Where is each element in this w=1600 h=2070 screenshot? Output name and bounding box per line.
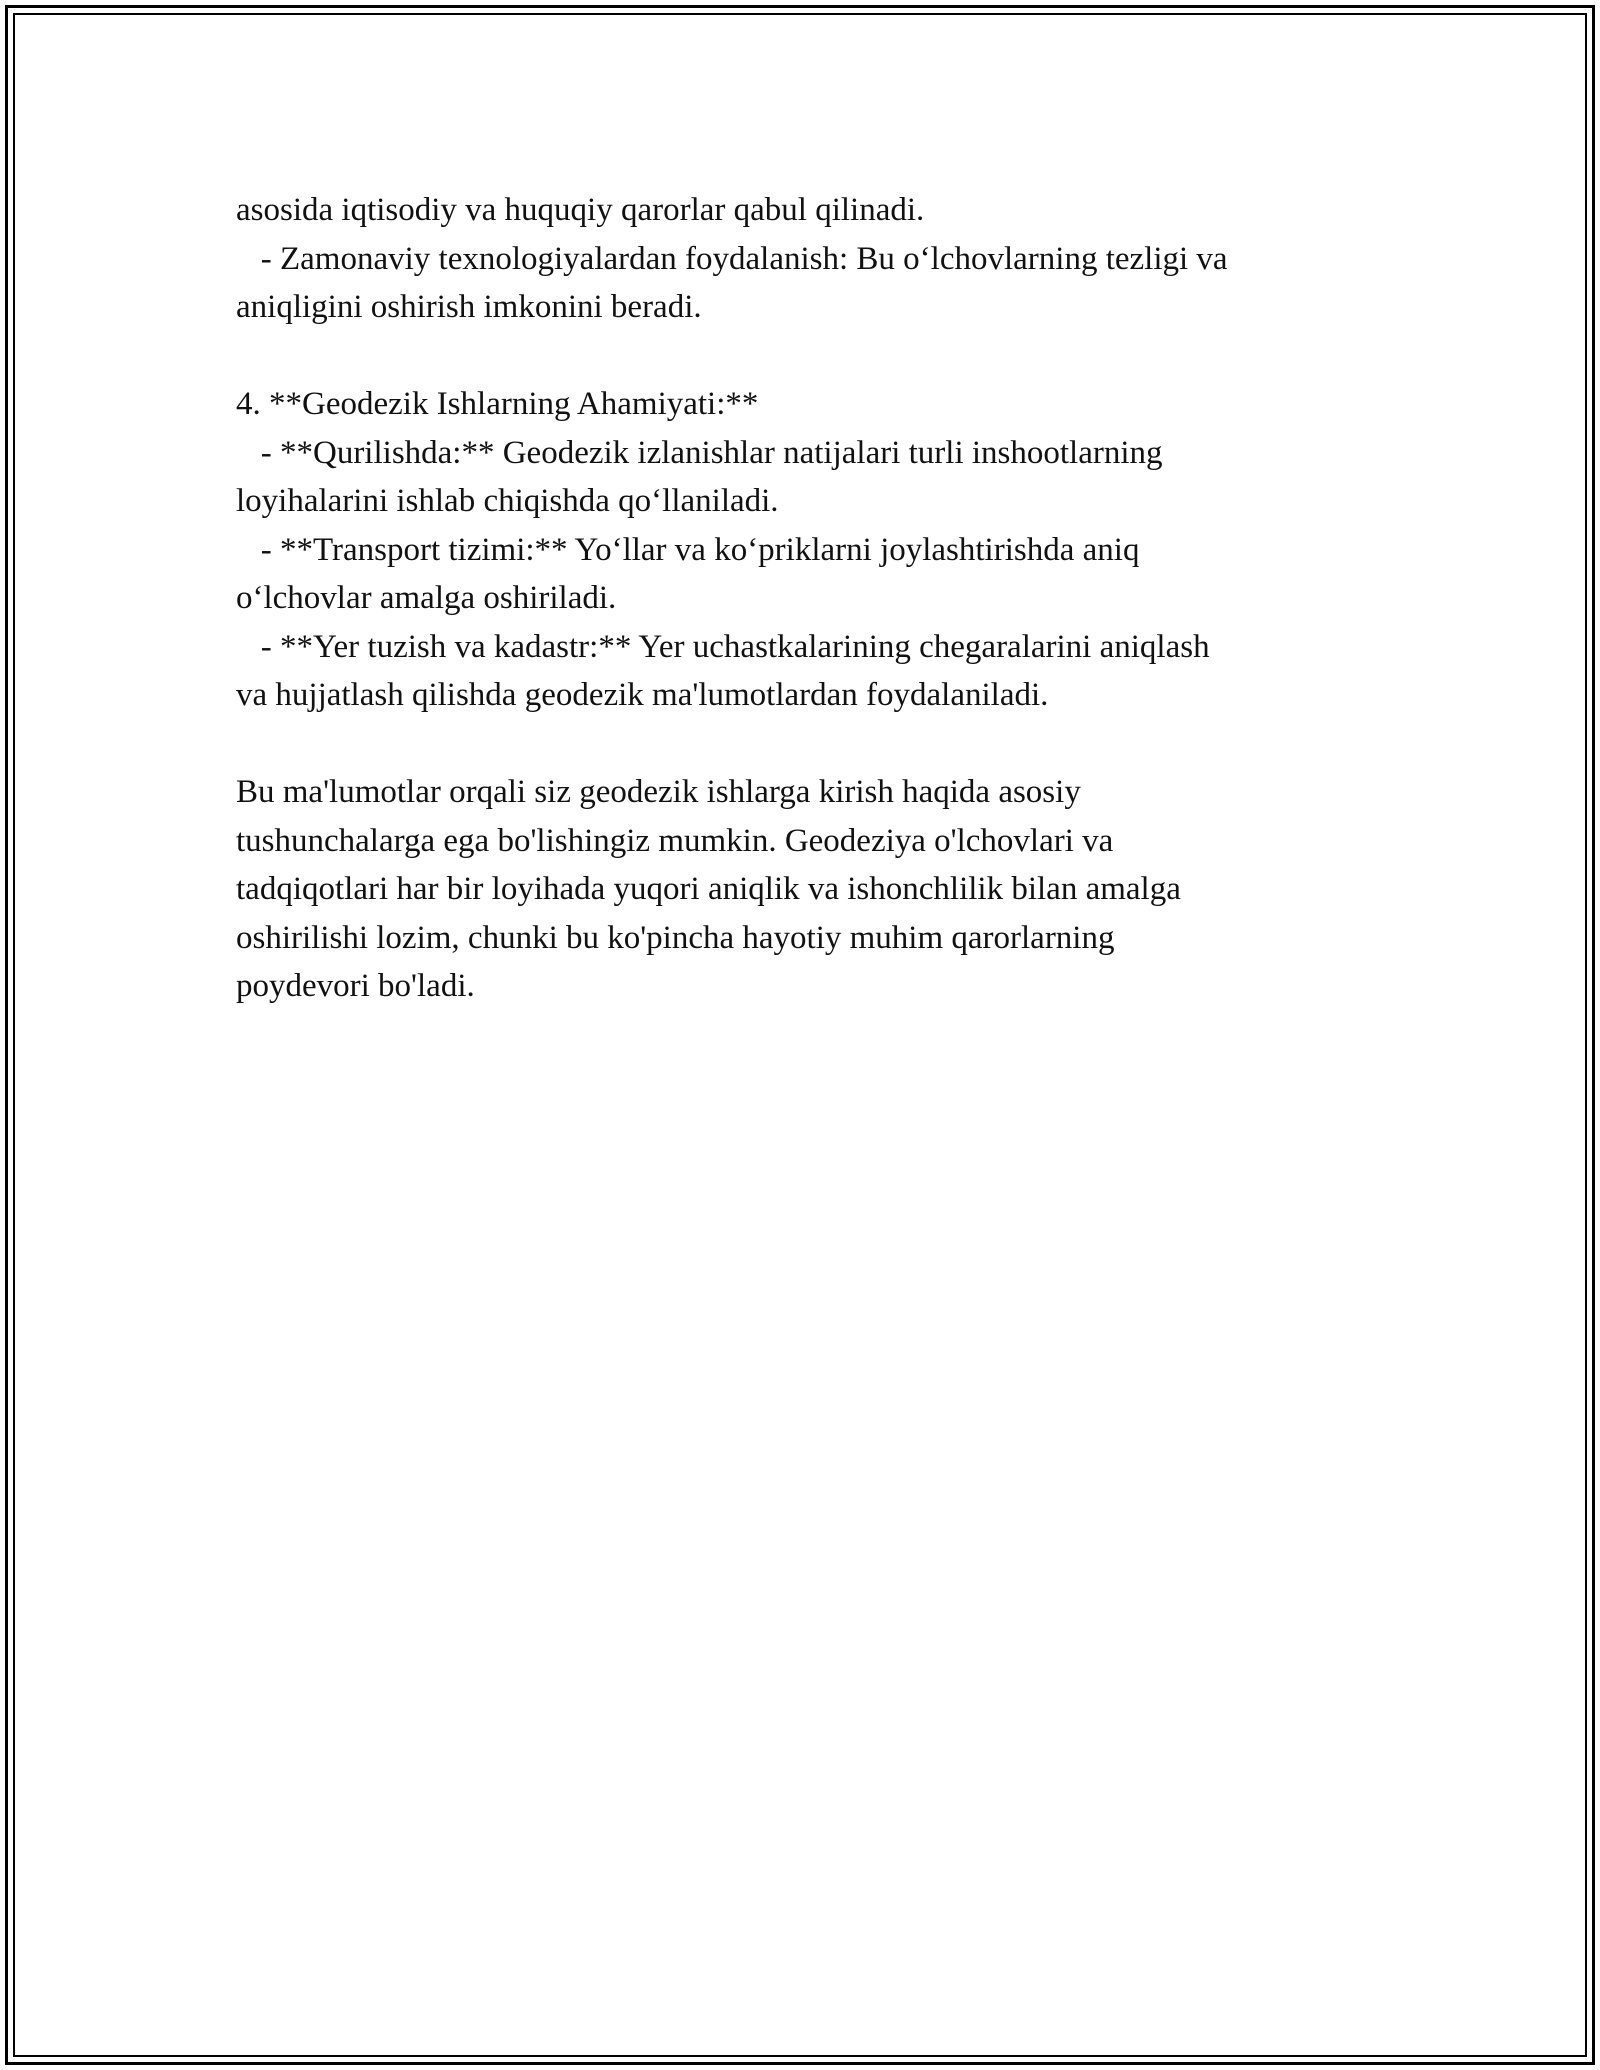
text-line: - **Qurilishda:** Geodezik izlanishlar natijalari turli inshootlarning — [236, 434, 1163, 471]
text-line: oshirilishi lozim, chunki bu ko'pincha hayotiy muhim qarorlarning — [236, 919, 1115, 956]
text-line: loyihalarini ishlab chiqishda qo‘llaniladi. — [236, 483, 779, 519]
paragraph-gap — [236, 332, 1376, 381]
text-line: tushunchalarga ega bo'lishingiz mumkin. Geodeziya o'lchovlari va — [236, 822, 1114, 859]
section-heading: 4. **Geodezik Ishlarning Ahamiyati:** — [236, 386, 759, 422]
text-line: - Zamonaviy texnologiyalardan foydalanish: Bu o‘lchovlarning tezligi va — [236, 240, 1228, 277]
text-line: - **Yer tuzish va kadastr:** Yer uchastkalarining chegaralarini aniqlash — [236, 628, 1210, 665]
paragraph-gap — [236, 720, 1376, 769]
text-line: asosida iqtisodiy va huquqiy qarorlar qabul qilinadi. — [236, 192, 925, 228]
text-line: - **Transport tizimi:** Yo‘llar va ko‘priklarni joylashtirishda aniq — [236, 531, 1140, 568]
text-line: tadqiqotlari har bir loyihada yuqori aniqlik va ishonchlilik bilan amalga — [236, 871, 1181, 907]
text-line: poydevori bo'ladi. — [236, 968, 475, 1004]
document-body — [236, 186, 1376, 1011]
text-line: aniqligini oshirish imkonini beradi. — [236, 289, 702, 325]
text-line: o‘lchovlar amalga oshiriladi. — [236, 580, 617, 616]
text-line: Bu ma'lumotlar orqali siz geodezik ishlarga kirish haqida asosiy — [236, 774, 1081, 810]
text-line: va hujjatlash qilishda geodezik ma'lumotlardan foydalaniladi. — [236, 677, 1049, 713]
